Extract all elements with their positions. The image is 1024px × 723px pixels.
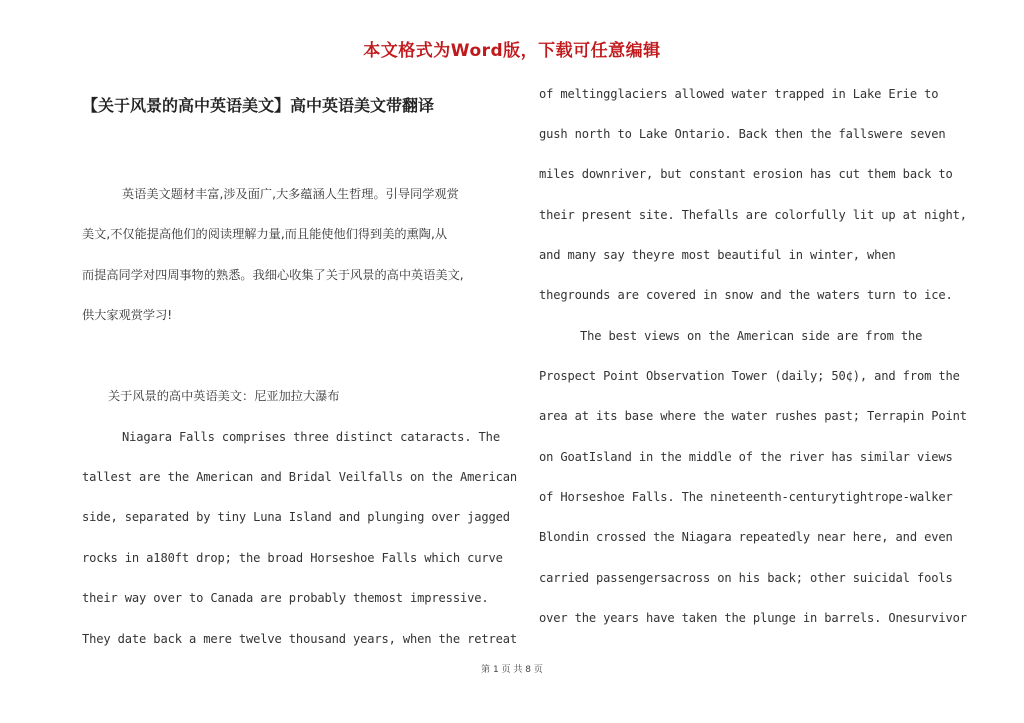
intro-line: 供大家观赏学习! bbox=[82, 308, 173, 322]
body-line: miles downriver, but constant erosion has cut them back to bbox=[539, 167, 953, 181]
intro-line: 美文,不仅能提高他们的阅读理解力量,而且能使他们得到美的熏陶,从 bbox=[82, 227, 448, 241]
section-heading: 关于风景的高中英语美文：尼亚加拉大瀑布 bbox=[108, 389, 340, 403]
intro-line: 英语美文题材丰富,涉及面广,大多蕴涵人生哲理。引导同学观赏 bbox=[122, 187, 459, 201]
body-line: side, separated by tiny Luna Island and plunging over jagged bbox=[82, 510, 510, 524]
body-line: over the years have taken the plunge in barrels. Onesurvivor bbox=[539, 611, 967, 625]
body-line: The best views on the American side are from the bbox=[580, 329, 923, 343]
body-line: on GoatIsland in the middle of the river has similar views bbox=[539, 450, 953, 464]
body-line: Prospect Point Observation Tower (daily; 50¢), and from the bbox=[539, 369, 960, 383]
body-line: their present site. Thefalls are colorfully lit up at night, bbox=[539, 208, 967, 222]
body-line: their way over to Canada are probably themost impressive. bbox=[82, 591, 489, 605]
intro-line: 而提高同学对四周事物的熟悉。我细心收集了关于风景的高中英语美文, bbox=[82, 268, 464, 282]
body-line: Niagara Falls comprises three distinct cataracts. The bbox=[122, 430, 500, 444]
body-line: of meltingglaciers allowed water trapped in Lake Erie to bbox=[539, 87, 939, 101]
body-line: and many say theyre most beautiful in winter, when bbox=[539, 248, 896, 262]
body-line: rocks in a180ft drop; the broad Horseshoe Falls which curve bbox=[82, 551, 503, 565]
body-line: thegrounds are covered in snow and the waters turn to ice. bbox=[539, 288, 953, 302]
body-line: They date back a mere twelve thousand years, when the retreat bbox=[82, 632, 517, 646]
body-line: tallest are the American and Bridal Veilfalls on the American bbox=[82, 470, 517, 484]
body-line: area at its base where the water rushes past; Terrapin Point bbox=[539, 409, 967, 423]
document-title: 【关于风景的高中英语美文】高中英语美文带翻译 bbox=[82, 96, 435, 115]
body-line: Blondin crossed the Niagara repeatedly near here, and even bbox=[539, 530, 953, 544]
body-line: gush north to Lake Ontario. Back then the fallswere seven bbox=[539, 127, 946, 141]
page-footer: 第 1 页 共 8 页 bbox=[481, 665, 543, 675]
body-line: carried passengersacross on his back; other suicidal fools bbox=[539, 571, 953, 585]
body-line: of Horseshoe Falls. The nineteenth-centurytightrope-walker bbox=[539, 490, 953, 504]
document-banner: 本文格式为Word版，下载可任意编辑 bbox=[363, 41, 661, 61]
